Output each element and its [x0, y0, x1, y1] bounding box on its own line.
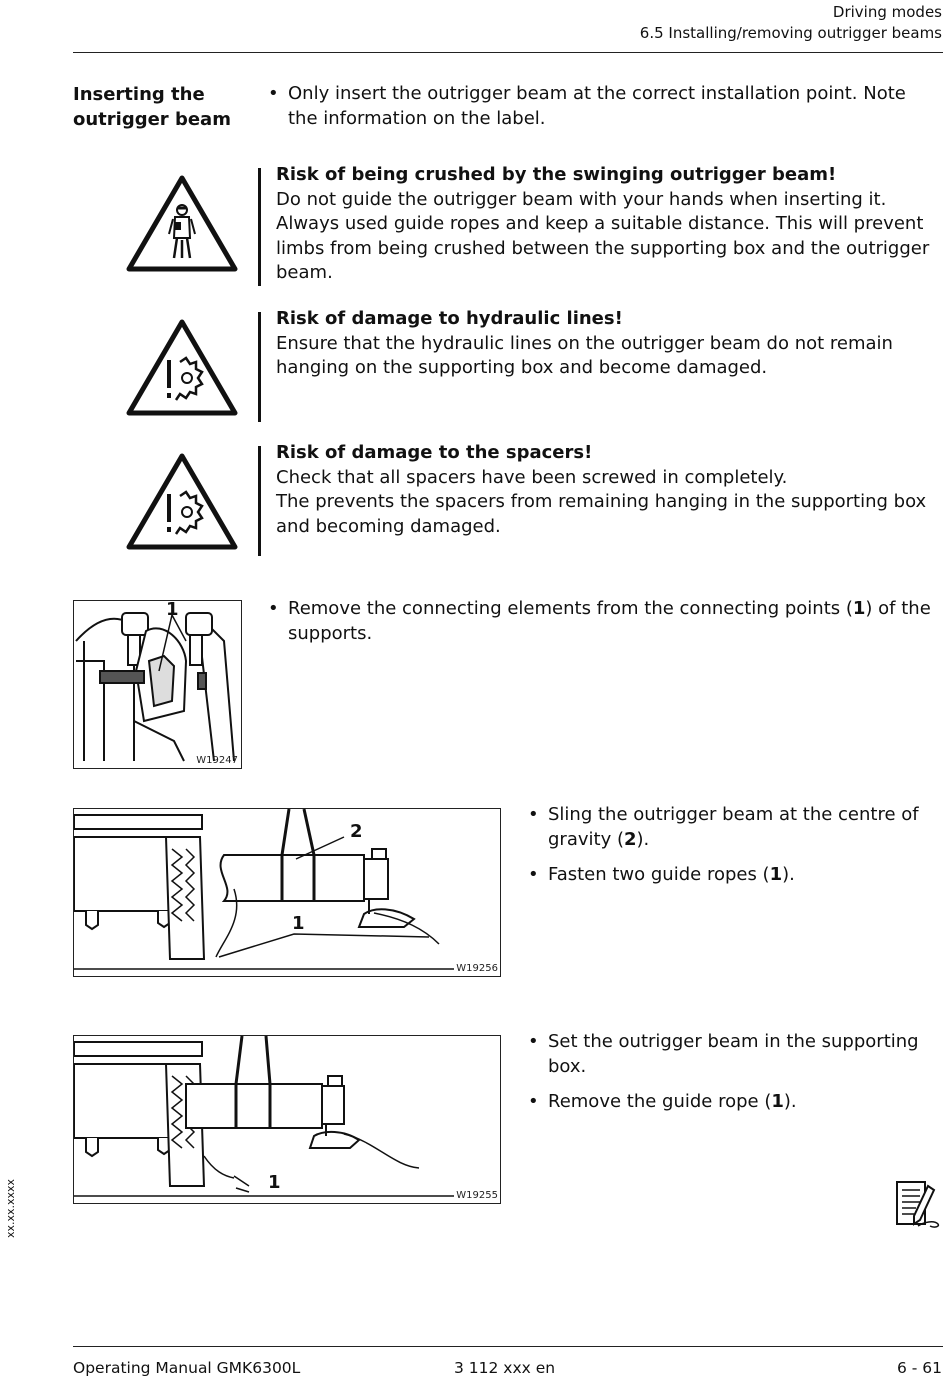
callout-1: 1: [166, 599, 179, 620]
warning-text: Ensure that the hydraulic lines on the outrigger beam do not remain hanging on the supporting box and become damaged.: [276, 332, 893, 378]
callout-1: 1: [268, 1172, 281, 1193]
warning-hydraulic: [276, 307, 936, 381]
figure-sling-beam: [73, 808, 501, 977]
bullet-dot: •: [268, 83, 279, 104]
warning-text: Check that all spacers have been screwed in completely.: [276, 466, 788, 488]
warning-crush: [276, 163, 936, 286]
warning-bar: [258, 446, 261, 556]
notes-pencil-icon: [894, 1180, 942, 1230]
machine-damage-icon: [124, 316, 240, 418]
side-heading: Inserting the outrigger beam: [73, 84, 231, 130]
page-number: 6 - 61: [896, 1359, 942, 1377]
header-chapter: Driving modes: [832, 3, 942, 21]
warning-text: Do not guide the outrigger beam with your hands when inserting it. Always used guide ropes and keep a suitable distance. This will prevent limbs from being crushed between the supporting box and the outrigger beam.: [276, 188, 930, 283]
warning-bar: [258, 312, 261, 422]
machine-damage-icon: [124, 450, 240, 552]
callout-2: 2: [350, 821, 363, 842]
header-rule: [73, 52, 943, 53]
figure-code: W19255: [456, 1190, 498, 1201]
figure-set-beam: [73, 1035, 501, 1204]
header-section: 6.5 Installing/removing outrigger beams: [639, 24, 942, 42]
footer-rule: [73, 1346, 943, 1347]
figure-connecting-points: [73, 600, 242, 769]
figure-code: W19247: [196, 755, 238, 766]
warning-text-2: The prevents the spacers from remaining hanging in the supporting box and becoming damaged.: [276, 491, 927, 537]
side-code: xx.xx.xxxx: [4, 1178, 17, 1238]
figure-code: W19256: [456, 963, 498, 974]
warning-spacers: [276, 441, 936, 539]
callout-1: 1: [292, 913, 305, 934]
warning-title: Risk of damage to hydraulic lines!: [276, 308, 623, 329]
warning-title: Risk of being crushed by the swinging outrigger beam!: [276, 164, 837, 185]
person-hazard-icon: [124, 172, 240, 274]
footer-center: 3 112 xxx en: [454, 1359, 556, 1377]
warning-title: Risk of damage to the spacers!: [276, 442, 593, 463]
running-header: [640, 2, 942, 44]
warning-bar: [258, 168, 261, 286]
intro-bullet-text: Only insert the outrigger beam at the correct installation point. Note the information on the label.: [288, 83, 906, 129]
footer-left: Operating Manual GMK6300L: [73, 1359, 301, 1377]
